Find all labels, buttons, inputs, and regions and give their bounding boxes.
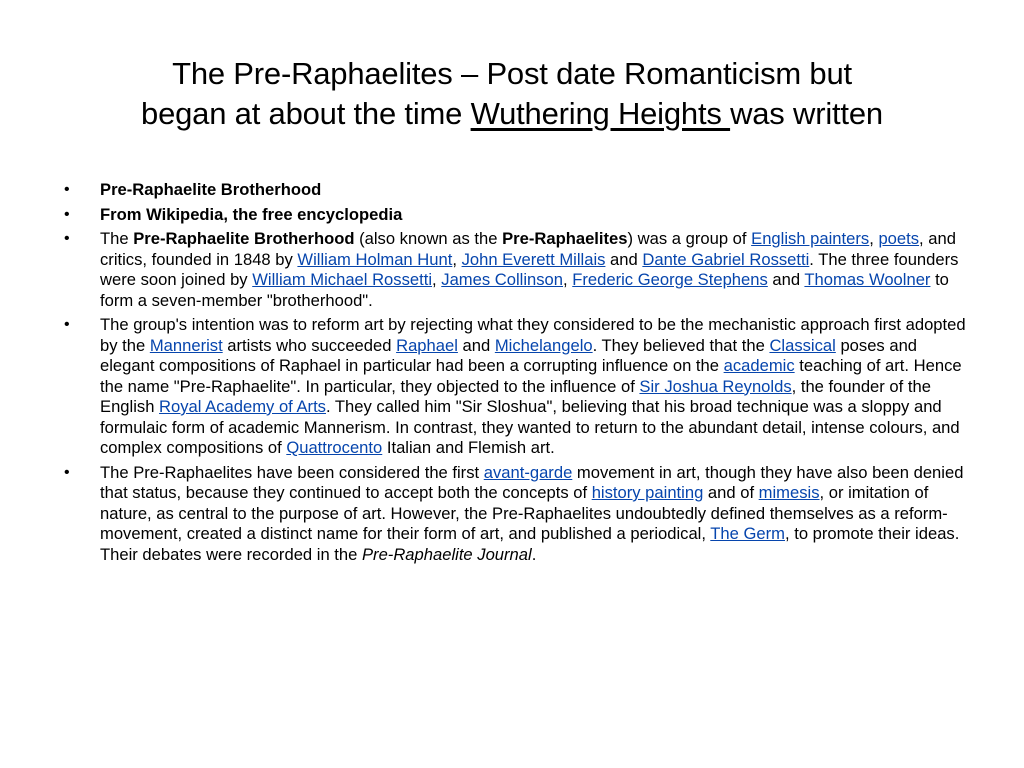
- text: ) was a group of: [627, 229, 752, 248]
- link-poets[interactable]: poets: [878, 229, 920, 248]
- item-source: From Wikipedia, the free encyclopedia: [100, 204, 403, 224]
- link-raphael[interactable]: Raphael: [396, 335, 458, 355]
- bullet-list: [66, 180, 966, 569]
- text: and: [605, 249, 643, 269]
- link-william-holman-hunt[interactable]: William Holman Hunt: [297, 249, 453, 269]
- title-line-2-suffix: was written: [730, 96, 883, 131]
- text: and of: [703, 483, 759, 502]
- link-frederic-george-stephens[interactable]: Frederic George Stephens: [572, 270, 768, 289]
- list-item: [66, 229, 966, 311]
- text: and: [457, 335, 495, 355]
- text: ,: [452, 249, 462, 269]
- link-royal-academy-of-arts[interactable]: Royal Academy of Arts: [159, 397, 326, 416]
- text: , the founder of the English: [100, 376, 931, 416]
- link-academic[interactable]: academic: [723, 356, 795, 375]
- bullet-icon: •: [64, 230, 70, 247]
- text: , or imitation of nature, as central to the purpose of art. However, the Pre-Raphaelites undoubtedly defined themselves as a reform-movement, created a distinct name for their form of art, and published a periodical,: [100, 483, 948, 543]
- text: The Pre-Raphaelites have been considered the first: [100, 462, 484, 482]
- text: Italian and Flemish art.: [382, 438, 555, 457]
- bullet-icon: •: [64, 316, 70, 333]
- bold-term: Pre-Raphaelites: [502, 229, 628, 248]
- link-history-painting[interactable]: history painting: [591, 483, 704, 502]
- link-mimesis[interactable]: mimesis: [758, 483, 820, 502]
- list-item: [66, 180, 966, 201]
- link-michelangelo[interactable]: Michelangelo: [494, 335, 593, 355]
- text: and: [767, 270, 805, 289]
- bold-term: Pre-Raphaelite Brotherhood: [133, 229, 355, 248]
- text: ,: [432, 270, 442, 289]
- bullet-icon: •: [64, 463, 70, 481]
- link-john-everett-millais[interactable]: John Everett Millais: [461, 249, 606, 269]
- text: movement in art, though they have also been denied that status, because they continued to accept both the concepts of: [100, 462, 964, 502]
- bullet-icon: •: [64, 205, 70, 223]
- link-thomas-woolner[interactable]: Thomas Woolner: [804, 270, 931, 289]
- italic-journal-title: Pre-Raphaelite Journal: [361, 544, 532, 564]
- text: . The three founders were soon joined by: [100, 249, 959, 289]
- link-william-michael-rossetti[interactable]: William Michael Rossetti: [252, 270, 433, 289]
- link-mannerist[interactable]: Mannerist: [149, 335, 223, 355]
- link-english-painters[interactable]: English painters: [751, 229, 870, 248]
- title-line-2-prefix: began at about the time: [141, 96, 471, 131]
- text: to form a seven-member "brotherhood".: [100, 270, 949, 310]
- text: . They believed that the: [592, 335, 770, 355]
- text: ,: [563, 270, 573, 289]
- text: teaching of art. Hence the name "Pre-Raphaelite". In particular, they objected to the influence of: [100, 356, 962, 396]
- link-sir-joshua-reynolds[interactable]: Sir Joshua Reynolds: [639, 376, 792, 396]
- title-line-2: [40, 94, 984, 134]
- text: The: [100, 229, 134, 248]
- title-line-1: The Pre-Raphaelites – Post date Romanticism but: [172, 56, 852, 91]
- link-the-germ[interactable]: The Germ: [710, 524, 785, 543]
- text: (also known as the: [354, 229, 503, 248]
- text: artists who succeeded: [222, 335, 397, 355]
- list-item: [66, 205, 966, 226]
- text: , to promote their ideas. Their debates were recorded in the: [100, 524, 960, 564]
- text: .: [531, 544, 537, 564]
- list-item: [66, 315, 966, 459]
- slide-title: [40, 54, 984, 134]
- text: . They called him "Sir Sloshua", believing that his broad technique was a sloppy and formulaic form of academic Mannerism. In contrast, they wanted to return to the abundant detail, intense colours, and complex compositions of: [100, 397, 960, 457]
- list-item: [66, 463, 966, 566]
- link-classical[interactable]: Classical: [769, 335, 836, 355]
- text: , and critics, founded in 1848 by: [100, 229, 956, 269]
- title-wuthering-heights: Wuthering Heights: [470, 96, 731, 131]
- link-avant-garde[interactable]: avant-garde: [483, 462, 573, 482]
- text: ,: [869, 229, 879, 248]
- link-quattrocento[interactable]: Quattrocento: [286, 438, 383, 457]
- text: The group's intention was to reform art by rejecting what they considered to be the mechanistic approach first adopted by the: [100, 315, 966, 355]
- link-james-collinson[interactable]: James Collinson: [441, 270, 564, 289]
- text: poses and elegant compositions of Raphael in particular had been a corrupting influence on the: [100, 335, 918, 375]
- link-dante-gabriel-rossetti[interactable]: Dante Gabriel Rossetti: [642, 249, 810, 269]
- bullet-icon: •: [64, 181, 70, 198]
- item-heading: Pre-Raphaelite Brotherhood: [100, 180, 322, 199]
